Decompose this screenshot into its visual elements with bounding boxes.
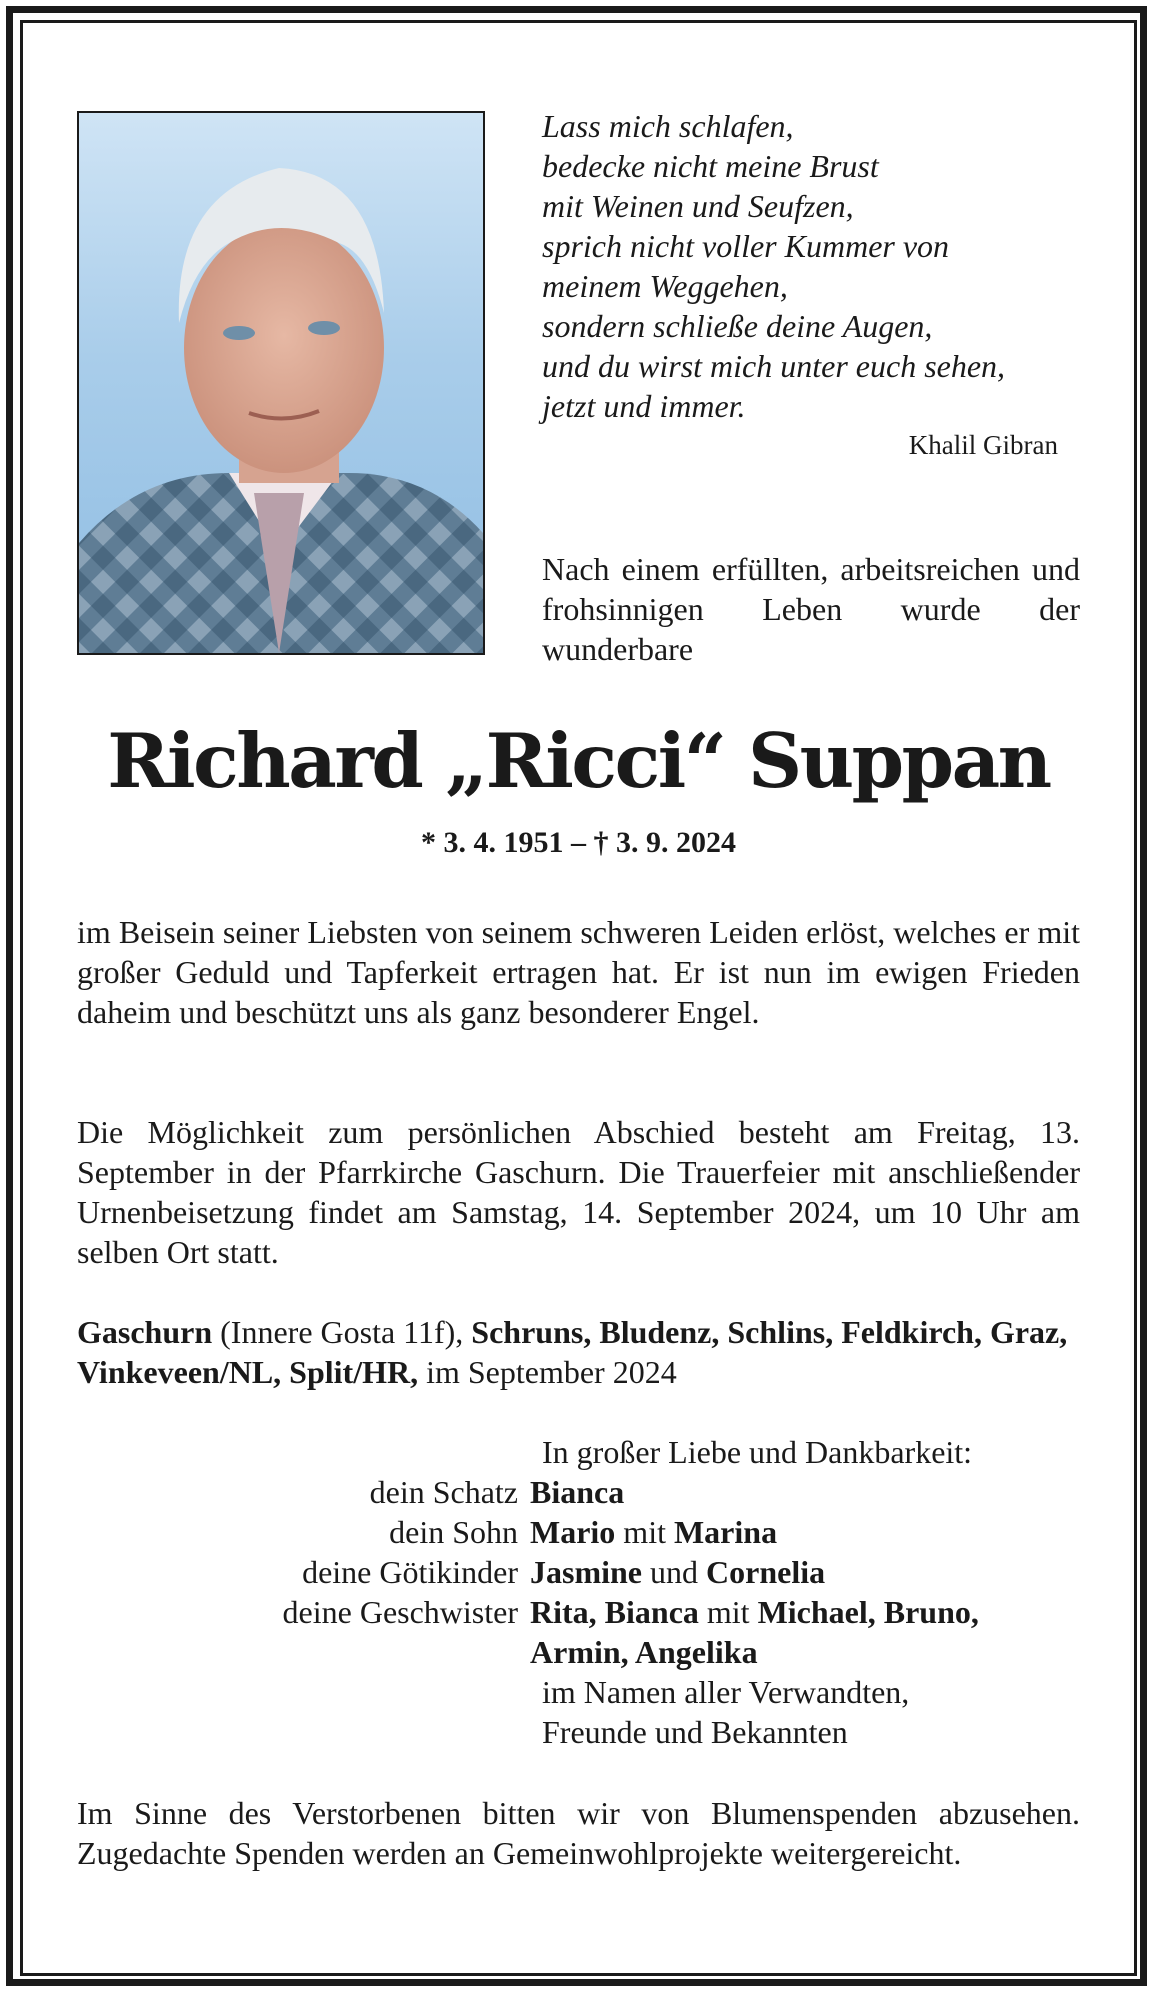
place-date: im September 2024 (418, 1354, 677, 1390)
mourner-name: Bianca (530, 1474, 625, 1510)
mourner-names (530, 1472, 1082, 1512)
place-address: (Innere Gosta 11f), (212, 1314, 472, 1350)
mourner-relation: dein Schatz (369, 1474, 518, 1510)
mourner-name: Mario (530, 1514, 616, 1550)
mourner-name: Rita, Bianca (530, 1594, 699, 1630)
portrait-illustration (79, 113, 483, 653)
mourner-row (77, 1512, 1082, 1552)
intro-text: Nach einem erfüllten, arbeitsreichen und frohsinnigen Leben wurde der wunderbare (542, 551, 1080, 667)
life-dates: * 3. 4. 1951 – † 3. 9. 2024 (421, 826, 736, 859)
portrait-photo (77, 111, 485, 655)
signature-closing: im Namen aller Verwandten, Freunde und Bekannten (542, 1674, 910, 1750)
mourner-relation (77, 1632, 530, 1672)
place-home: Gaschurn (77, 1314, 213, 1350)
mourner-row (77, 1472, 1082, 1512)
mourners-list (77, 1472, 1082, 1672)
paragraph-donations: Im Sinne des Verstorbenen bitten wir von Blumenspenden abzusehen. Zugedachte Spenden werden an Gemeinwohlprojekte weitergereicht. (77, 1795, 1080, 1871)
mourner-row (77, 1592, 1082, 1632)
mourner-relation: deine Geschwister (282, 1594, 518, 1630)
mourner-relation: deine Götikinder (302, 1554, 518, 1590)
mourner-names (530, 1512, 1082, 1552)
mourner-name: Cornelia (706, 1554, 826, 1590)
mourner-row (77, 1632, 1082, 1672)
mourner-name: Armin, Angelika (530, 1634, 758, 1670)
mourner-connector: mit (615, 1514, 674, 1550)
deceased-name: Richard „Ricci“ Suppan (107, 717, 1050, 805)
mourner-name: Michael, Bruno, (757, 1594, 979, 1630)
poem-text: Lass mich schlafen, bedecke nicht meine Brust mit Weinen und Seufzen, sprich nicht voller Kummer von meinem Weggehen, sondern schließe deine Augen, und du wirst mich unter euch sehen, jetzt und immer. (542, 108, 1006, 424)
mourner-connector: mit (698, 1594, 758, 1630)
mourner-name: Jasmine (530, 1554, 642, 1590)
paragraph-ceremony: Die Möglichkeit zum persönlichen Abschied besteht am Freitag, 13. September in der Pfarrkirche Gaschurn. Die Trauerfeier mit anschließender Urnenbeisetzung findet am Samstag, 14. September 2024, um 10 Uhr am selben Ort statt. (77, 1114, 1080, 1270)
mourner-row (77, 1552, 1082, 1592)
mourner-name: Marina (673, 1514, 778, 1550)
signature-heading: In großer Liebe und Dankbarkeit: (542, 1434, 973, 1470)
mourner-connector: und (642, 1554, 706, 1590)
mourner-names (530, 1592, 1082, 1632)
mourner-names (530, 1552, 1082, 1592)
places-list: Schruns, Bludenz, Schlins, Feldkirch, Graz, Vinkeveen/NL, Split/HR, (77, 1314, 1068, 1390)
paragraph-passing: im Beisein seiner Liebsten von seinem schweren Leiden erlöst, welches er mit großer Geduld und Tapferkeit ertragen hat. Er ist nun im ewigen Frieden daheim und beschützt uns als ganz besonderer Engel. (77, 914, 1080, 1030)
poem-author: Khalil Gibran (908, 430, 1058, 460)
mourner-relation: dein Sohn (389, 1514, 518, 1550)
mourner-names (530, 1632, 1082, 1672)
places-line (77, 1312, 1080, 1392)
